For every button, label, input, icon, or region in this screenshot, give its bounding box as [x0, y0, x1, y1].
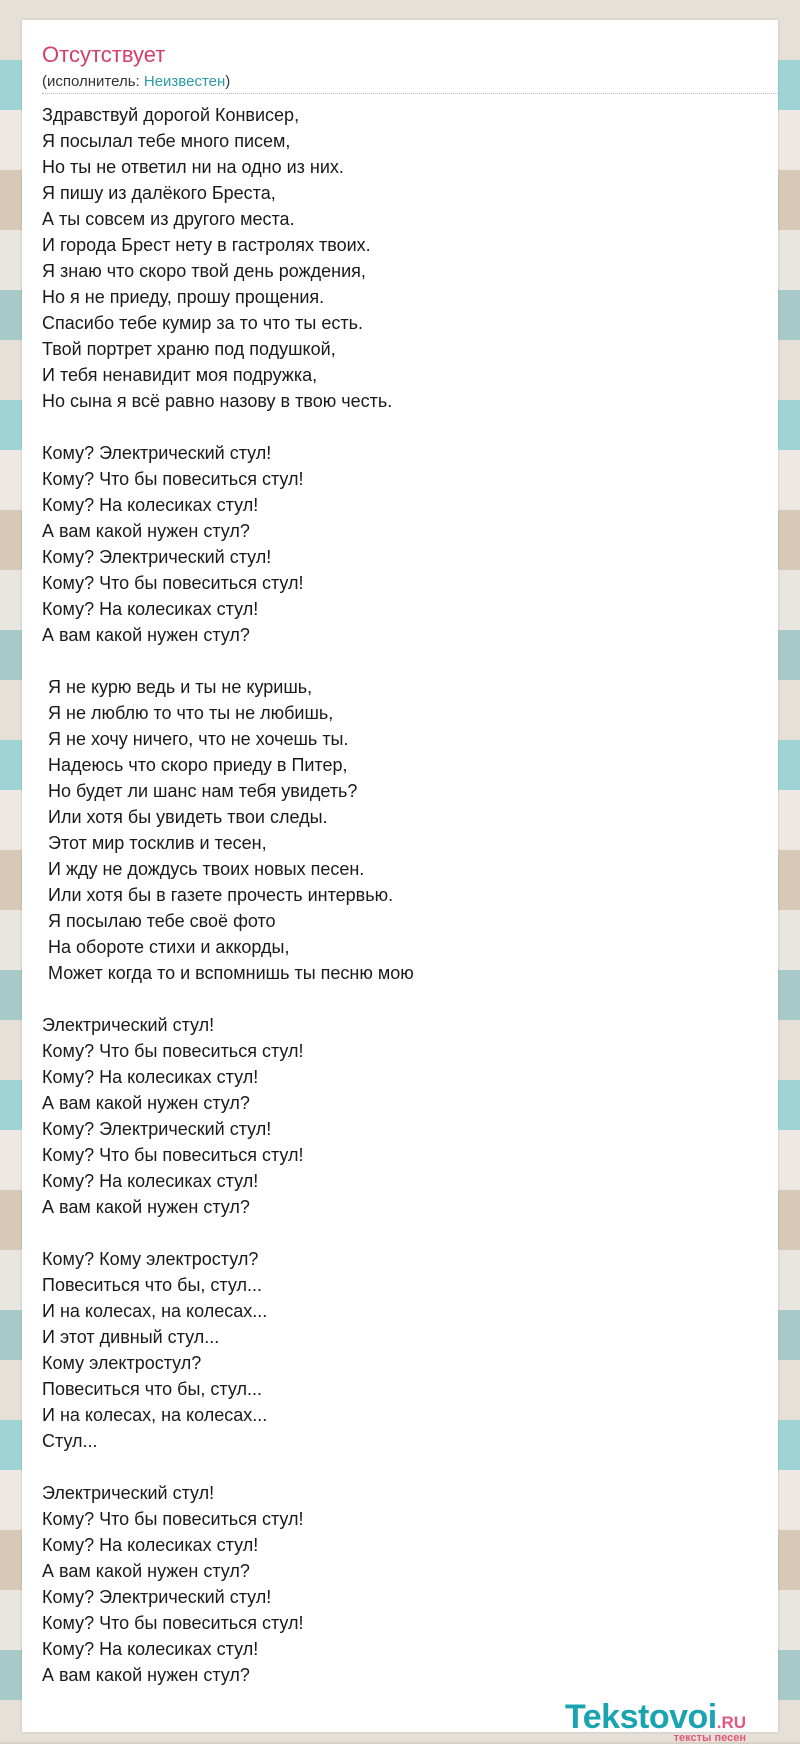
- artist-suffix: ): [225, 73, 231, 90]
- lyrics-stanza: [42, 1012, 762, 1220]
- lyric-line: Или хотя бы в газете прочесть интервью.: [48, 885, 394, 905]
- lyric-line: Но будет ли шанс нам тебя увидеть?: [48, 781, 358, 801]
- lyric-line: А ты совсем из другого места.: [42, 209, 295, 229]
- lyric-line: Я посылал тебе много писем,: [42, 131, 291, 151]
- lyrics-stanza: [42, 102, 762, 414]
- lyric-line: Кому? Что бы повеситься стул!: [42, 1509, 304, 1529]
- artist-line: [42, 73, 230, 90]
- lyrics-stanza: [42, 440, 762, 648]
- lyric-line: Кому? Электрический стул!: [42, 1587, 272, 1607]
- lyric-line: Здравствуй дорогой Конвисер,: [42, 105, 300, 125]
- lyric-line: Или хотя бы увидеть твои следы.: [48, 807, 328, 827]
- artist-prefix: (исполнитель:: [42, 73, 144, 90]
- lyric-line: И города Брест нету в гастролях твоих.: [42, 235, 371, 255]
- lyric-line: Но ты не ответил ни на одно из них.: [42, 157, 344, 177]
- lyric-line: Кому? На колесиках стул!: [42, 1535, 259, 1555]
- lyric-line: Твой портрет храню под подушкой,: [42, 339, 336, 359]
- lyric-line: Кому? На колесиках стул!: [42, 1639, 259, 1659]
- lyric-line: А вам какой нужен стул?: [42, 625, 250, 645]
- lyric-line: Я не курю ведь и ты не куришь,: [48, 677, 313, 697]
- lyric-line: Может когда то и вспомнишь ты песню мою: [48, 963, 414, 983]
- lyric-line: Электрический стул!: [42, 1483, 215, 1503]
- lyric-line: Кому? Что бы повеситься стул!: [42, 573, 304, 593]
- lyric-line: Кому? На колесиках стул!: [42, 1171, 259, 1191]
- title-divider: [42, 93, 778, 94]
- lyrics-card: [22, 20, 778, 1744]
- logo-tagline: тексты песен: [673, 1732, 746, 1744]
- lyric-line: Стул...: [42, 1431, 98, 1451]
- lyric-line: Я не люблю то что ты не любишь,: [48, 703, 334, 723]
- lyric-line: Кому? Что бы повеситься стул!: [42, 1613, 304, 1633]
- lyric-line: Этот мир тосклив и тесен,: [48, 833, 267, 853]
- logo-wordmark: Tekstovoi: [565, 1698, 717, 1736]
- lyrics-stanza: [42, 674, 762, 986]
- lyric-line: Надеюсь что скоро приеду в Питер,: [48, 755, 348, 775]
- lyric-line: Кому? Кому электростул?: [42, 1249, 259, 1269]
- lyric-line: И этот дивный стул...: [42, 1327, 220, 1347]
- lyric-line: Я не хочу ничего, что не хочешь ты.: [48, 729, 349, 749]
- logo-tld: .RU: [716, 1713, 746, 1732]
- lyric-line: Кому? Электрический стул!: [42, 443, 272, 463]
- lyric-line: А вам какой нужен стул?: [42, 1197, 250, 1217]
- lyric-line: Повеситься что бы, стул...: [42, 1379, 262, 1399]
- lyric-line: Кому? Что бы повеситься стул!: [42, 1145, 304, 1165]
- lyric-line: Повеситься что бы, стул...: [42, 1275, 262, 1295]
- lyric-line: Но сына я всё равно назову в твою честь.: [42, 391, 393, 411]
- lyric-line: Я посылаю тебе своё фото: [48, 911, 276, 931]
- lyric-line: Кому? Электрический стул!: [42, 547, 272, 567]
- lyric-line: И тебя ненавидит моя подружка,: [42, 365, 318, 385]
- lyric-line: Спасибо тебе кумир за то что ты есть.: [42, 313, 363, 333]
- lyric-line: Кому? Электрический стул!: [42, 1119, 272, 1139]
- lyric-line: Кому электростул?: [42, 1353, 202, 1373]
- lyrics-stanza: [42, 1480, 762, 1688]
- lyric-line: Кому? На колесиках стул!: [42, 495, 259, 515]
- lyric-line: И на колесах, на колесах...: [42, 1405, 268, 1425]
- lyrics-body: [42, 102, 762, 1688]
- site-logo[interactable]: [565, 1698, 746, 1744]
- lyric-line: А вам какой нужен стул?: [42, 1665, 250, 1685]
- lyric-line: Кому? На колесиках стул!: [42, 1067, 259, 1087]
- lyric-line: Я пишу из далёкого Бреста,: [42, 183, 276, 203]
- lyric-line: Кому? Что бы повеситься стул!: [42, 1041, 304, 1061]
- lyrics-stanza: [42, 1246, 762, 1454]
- lyric-line: И на колесах, на колесах...: [42, 1301, 268, 1321]
- lyric-line: Электрический стул!: [42, 1015, 215, 1035]
- artist-link[interactable]: Неизвестен: [143, 73, 226, 90]
- lyric-line: А вам какой нужен стул?: [42, 1561, 250, 1581]
- lyric-line: А вам какой нужен стул?: [42, 521, 250, 541]
- lyric-line: Кому? Что бы повеситься стул!: [42, 469, 304, 489]
- lyric-line: А вам какой нужен стул?: [42, 1093, 250, 1113]
- lyric-line: Но я не приеду, прошу прощения.: [42, 287, 325, 307]
- lyric-line: Кому? На колесиках стул!: [42, 599, 259, 619]
- lyric-line: И жду не дождусь твоих новых песен.: [48, 859, 365, 879]
- lyric-line: На обороте стихи и аккорды,: [48, 937, 290, 957]
- lyric-line: Я знаю что скоро твой день рождения,: [42, 261, 366, 281]
- song-title: Отсутствует: [42, 42, 166, 67]
